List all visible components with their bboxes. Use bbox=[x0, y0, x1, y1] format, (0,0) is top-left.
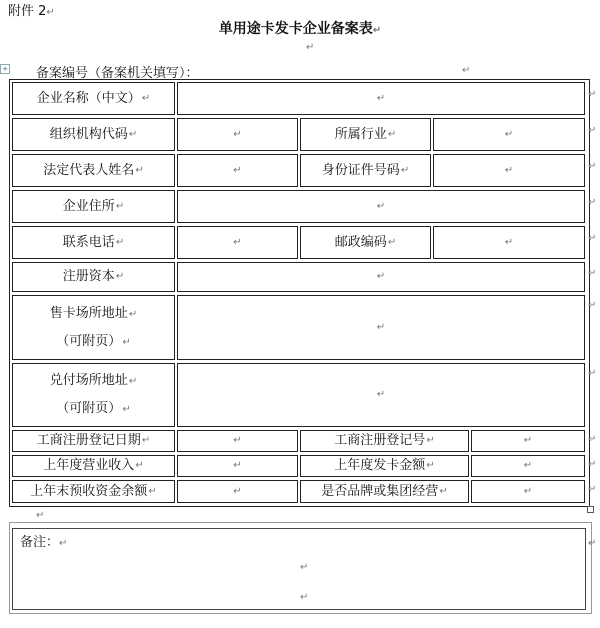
filing-number-label: 备案编号（备案机关填写）： bbox=[36, 66, 199, 81]
notes-field[interactable] bbox=[12, 528, 586, 610]
redemption-location-field[interactable]: ↵ bbox=[177, 363, 585, 427]
revenue-field[interactable]: ↵ bbox=[177, 455, 298, 477]
form-title: 单用途卡发卡企业备案表↵ bbox=[218, 21, 382, 37]
phone-field[interactable]: ↵ bbox=[177, 226, 298, 259]
reg-date-field[interactable]: ↵ bbox=[177, 430, 298, 452]
brand-group-field[interactable]: ↵ bbox=[471, 480, 585, 503]
table-resize-handle[interactable] bbox=[587, 506, 594, 513]
row-end-mark: ↵ bbox=[588, 434, 597, 445]
paragraph-mark: ↵ bbox=[300, 592, 309, 603]
paragraph-mark: ↵ bbox=[300, 562, 309, 573]
row-end-mark: ↵ bbox=[588, 268, 597, 279]
org-code-label: 组织机构代码 ↵ bbox=[12, 118, 175, 151]
brand-group-label: 是否品牌或集团经营 ↵ bbox=[300, 480, 469, 503]
id-number-label: 身份证件号码 ↵ bbox=[300, 154, 431, 187]
legal-rep-field[interactable]: ↵ bbox=[177, 154, 298, 187]
notes-label: 备注：↵ bbox=[20, 535, 68, 550]
address-label: 企业住所 ↵ bbox=[12, 190, 175, 223]
reg-date-label: 工商注册登记日期 ↵ bbox=[12, 430, 175, 452]
revenue-label: 上年度营业收入 ↵ bbox=[12, 455, 175, 477]
reg-number-label: 工商注册登记号 ↵ bbox=[300, 430, 469, 452]
card-issuance-field[interactable]: ↵ bbox=[471, 455, 585, 477]
sales-location-field[interactable]: ↵ bbox=[177, 295, 585, 360]
row-end-mark: ↵ bbox=[588, 233, 597, 244]
industry-field[interactable]: ↵ bbox=[433, 118, 585, 151]
paragraph-mark: ↵ bbox=[306, 42, 315, 53]
postal-code-field[interactable]: ↵ bbox=[433, 226, 585, 259]
filing-number-field[interactable]: ↵ bbox=[462, 65, 471, 76]
sales-location-label: 售卡场所地址↵ （可附页）↵ bbox=[12, 295, 175, 360]
row-end-mark: ↵ bbox=[588, 368, 597, 379]
legal-rep-label: 法定代表人姓名 ↵ bbox=[12, 154, 175, 187]
phone-label: 联系电话 ↵ bbox=[12, 226, 175, 259]
table-move-handle-icon[interactable]: + bbox=[0, 64, 10, 74]
prepaid-balance-label: 上年末预收资金余额 ↵ bbox=[12, 480, 175, 503]
reg-number-field[interactable]: ↵ bbox=[471, 430, 585, 452]
paragraph-mark: ↵ bbox=[372, 25, 382, 36]
row-end-mark: ↵ bbox=[588, 89, 597, 100]
company-name-label: 企业名称（中文） ↵ bbox=[12, 82, 175, 115]
address-field[interactable]: ↵ bbox=[177, 190, 585, 223]
row-end-mark: ↵ bbox=[588, 197, 597, 208]
row-end-mark: ↵ bbox=[588, 538, 597, 549]
paragraph-mark: ↵ bbox=[46, 7, 55, 18]
id-number-field[interactable]: ↵ bbox=[433, 154, 585, 187]
row-end-mark: ↵ bbox=[588, 459, 597, 470]
industry-label: 所属行业 ↵ bbox=[300, 118, 431, 151]
prepaid-balance-field[interactable]: ↵ bbox=[177, 480, 298, 503]
registered-capital-field[interactable]: ↵ bbox=[177, 262, 585, 292]
org-code-field[interactable]: ↵ bbox=[177, 118, 298, 151]
row-end-mark: ↵ bbox=[588, 484, 597, 495]
row-end-mark: ↵ bbox=[588, 161, 597, 172]
card-issuance-label: 上年度发卡金额 ↵ bbox=[300, 455, 469, 477]
redemption-location-label: 兑付场所地址↵ （可附页）↵ bbox=[12, 363, 175, 427]
row-end-mark: ↵ bbox=[588, 125, 597, 136]
annex-label: 附件 2↵ bbox=[8, 4, 55, 19]
row-end-mark: ↵ bbox=[588, 300, 597, 311]
paragraph-mark: ↵ bbox=[36, 510, 45, 521]
registered-capital-label: 注册资本 ↵ bbox=[12, 262, 175, 292]
company-name-field[interactable]: ↵ bbox=[177, 82, 585, 115]
postal-code-label: 邮政编码 ↵ bbox=[300, 226, 431, 259]
